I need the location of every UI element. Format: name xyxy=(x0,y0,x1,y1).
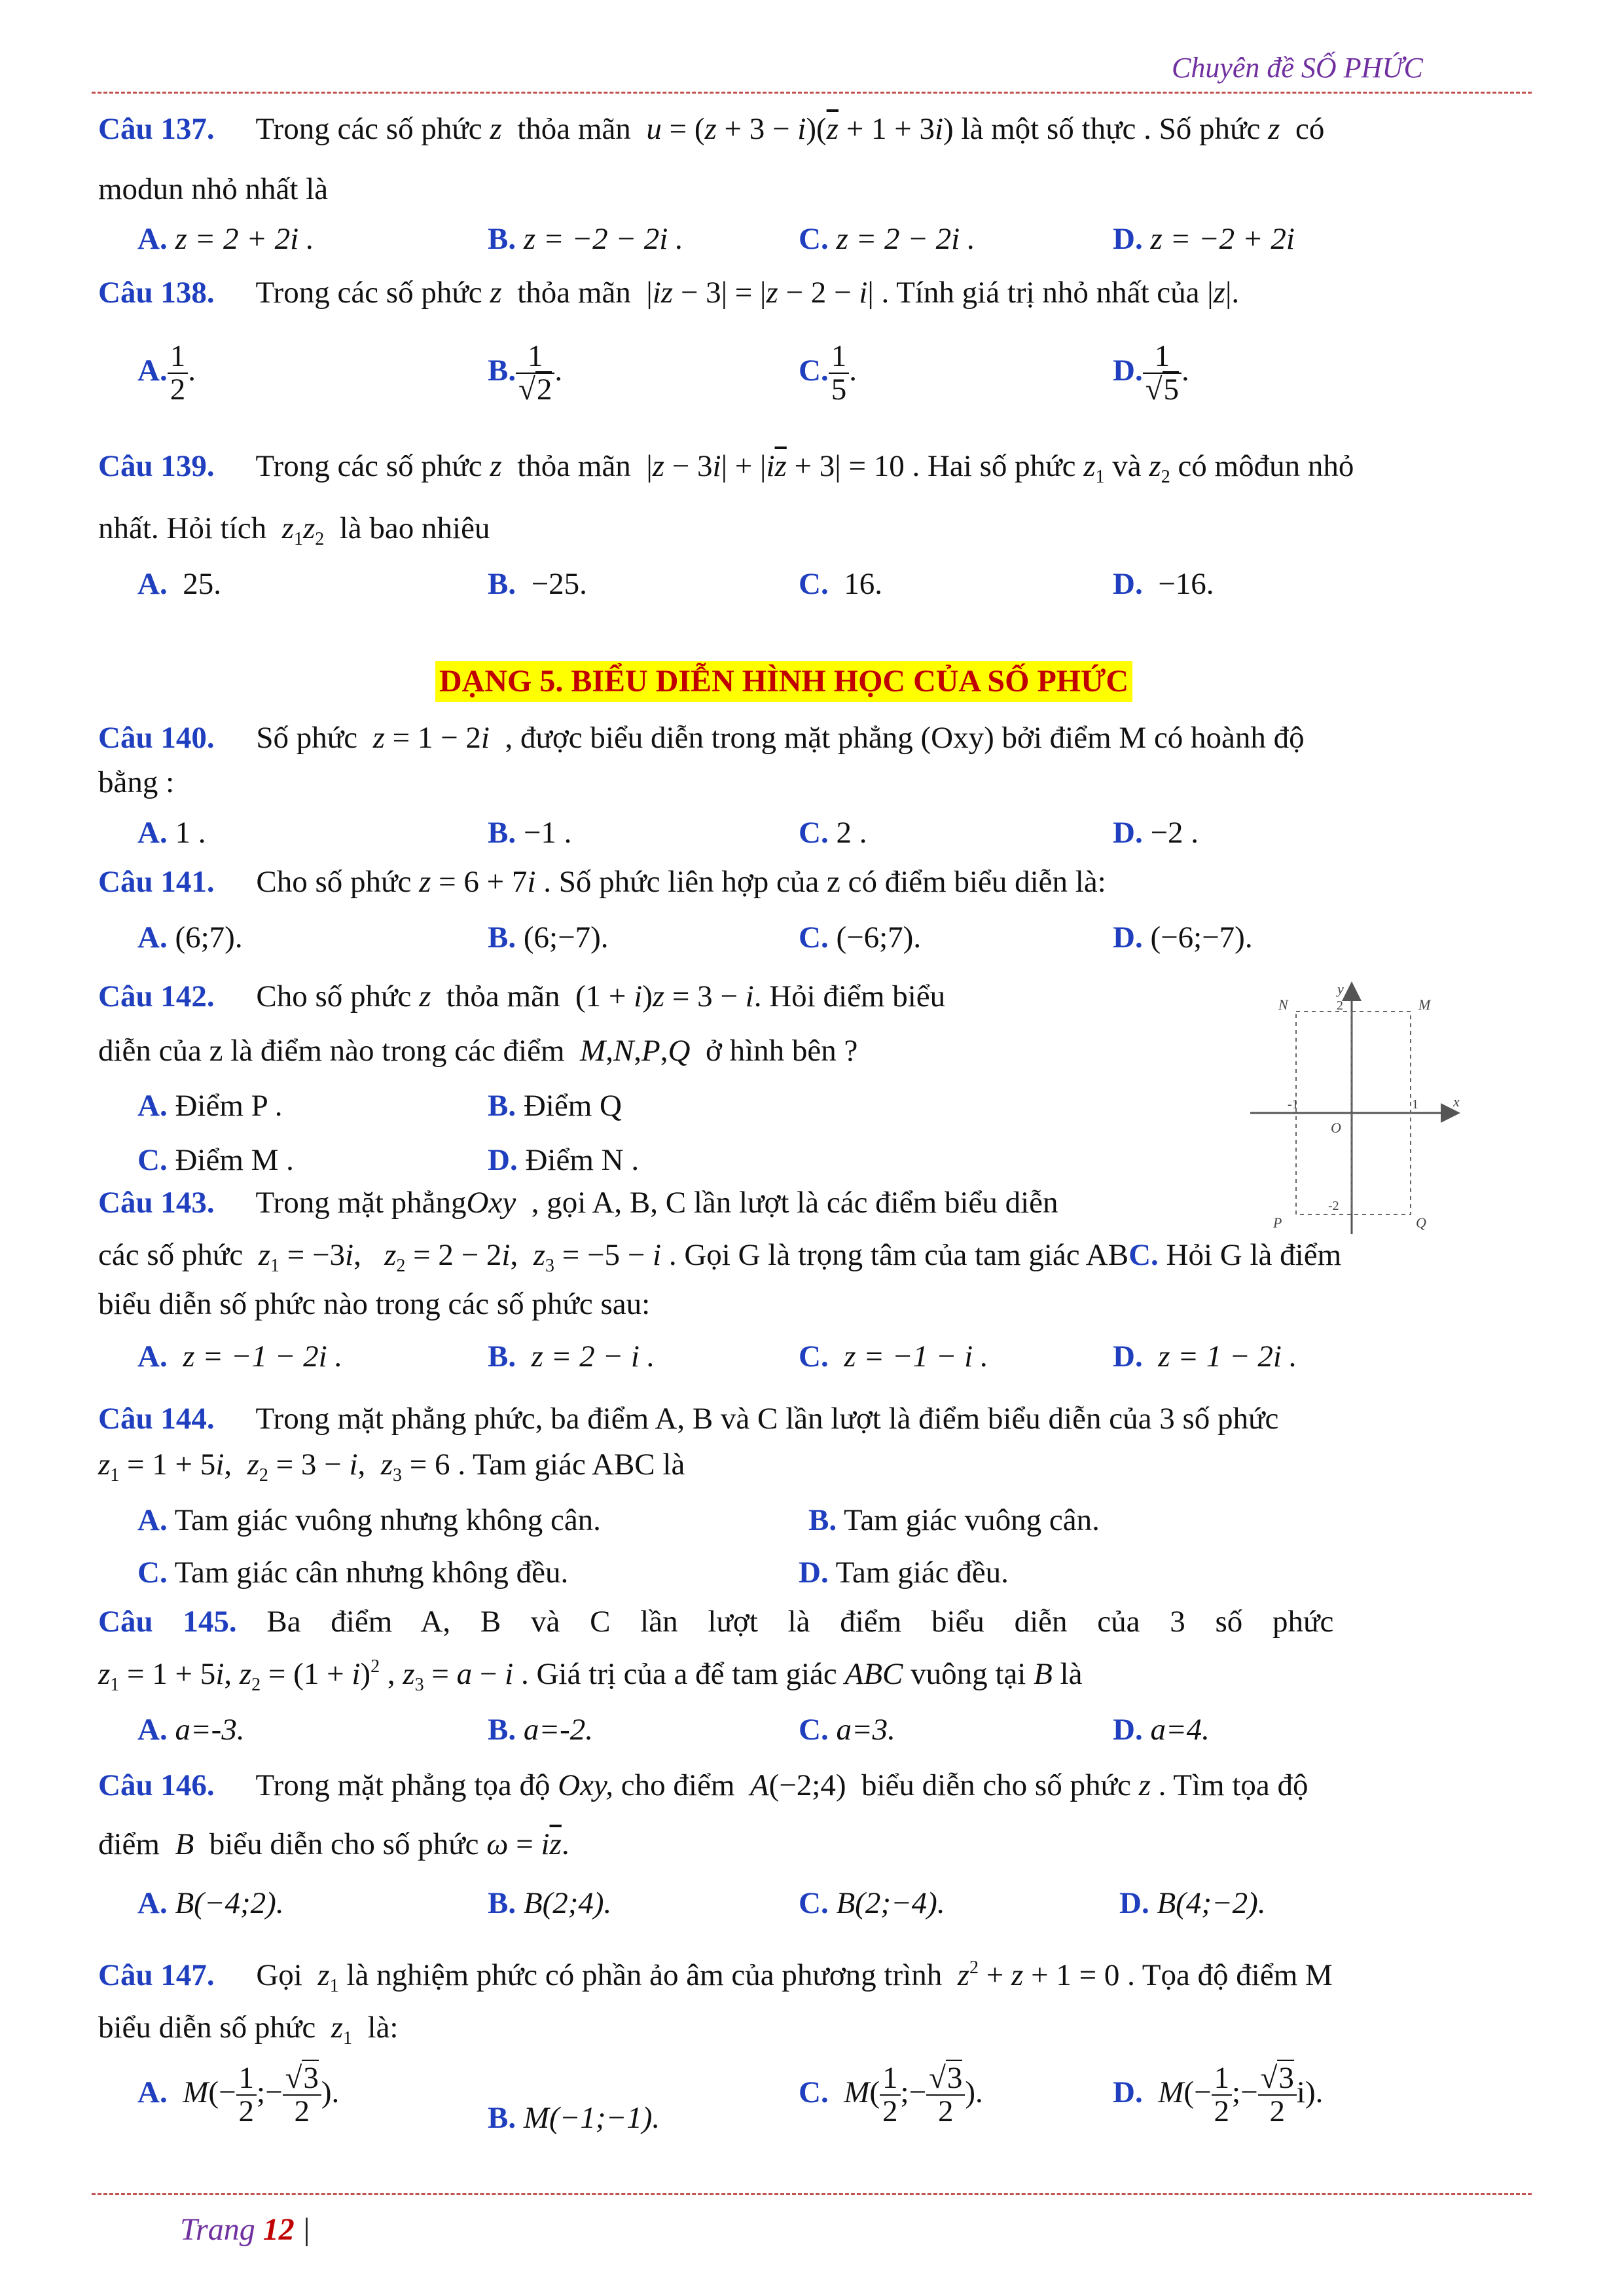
tick-2: 2 xyxy=(1337,998,1343,1013)
question-146: Câu 146. Trong mặt phẳng tọa độ Oxy, cho điểm A(−2;4) biểu diễn cho số phức z . Tìm tọa độ xyxy=(98,1768,1308,1802)
question-142: Câu 142. Cho số phức z thỏa mãn (1 + i)z = 3 − i. Hỏi điểm biểu xyxy=(98,979,946,1013)
label-M: M xyxy=(1418,996,1431,1013)
question-138: Câu 138. Trong các số phức z thỏa mãn |iz − 3| = |z − 2 − i| . Tính giá trị nhỏ nhất của |z|. xyxy=(98,276,1240,310)
question-139: Câu 139. Trong các số phức z thỏa mãn $|z - 3i| + |i\overline{z} + 3| = 10$ . Hai số phức $z_1$ và $z_2$ có môđun nhỏ xyxy=(98,449,1354,487)
question-label: Câu 137. xyxy=(98,112,215,146)
label-P: P xyxy=(1273,1214,1282,1231)
question-143-line2: các số phức $z_1 = -3i$, $z_2 = 2 - 2i$, $z_3 = -5 - i$ . Gọi G là trọng tâm của tam giác ABC. Hỏi G là điểm xyxy=(98,1238,1342,1276)
question-145-line2: $z_1 = 1 + 5i$, $z_2 = (1 + i)^2$ , $z_3 = a - i$ . Giá trị của a để tam giác ABC vuông tại B là xyxy=(98,1656,1083,1695)
header-rule xyxy=(92,92,1532,94)
footer-rule xyxy=(92,2193,1532,2195)
question-145: Câu 145. Ba điểm A, B và C lần lượt là điểm biểu diễn của 3 số phức xyxy=(98,1605,1334,1639)
tick-1: 1 xyxy=(1412,1097,1418,1112)
page-header-title: Chuyên đề SỐ PHỨC xyxy=(1172,52,1423,84)
question-140-line2: bằng : xyxy=(98,765,175,799)
question-144: Câu 144. Trong mặt phẳng phức, ba điểm A, B và C lần lượt là điểm biểu diễn của 3 số phức xyxy=(98,1402,1279,1436)
label-y: y xyxy=(1337,981,1344,997)
question-147: Câu 147. Gọi $z_1$ là nghiệm phức có phần ảo âm của phương trình $z^2 + z + 1 = 0$ . Tọa độ điểm M xyxy=(98,1958,1333,1996)
section-heading: DẠNG 5. BIỂU DIỄN HÌNH HỌC CỦA SỐ PHỨC xyxy=(435,661,1132,702)
question-143: Câu 143. Trong mặt phẳngOxy , gọi A, B, C lần lượt là các điểm biểu diễn xyxy=(98,1186,1058,1220)
question-139-line2: nhất. Hỏi tích $z_1z_2$ là bao nhiêu xyxy=(98,511,490,549)
question-140: Câu 140. Số phức z = 1 − 2i , được biểu diễn trong mặt phẳng (Oxy) bởi điểm M có hoành độ xyxy=(98,721,1305,755)
question-146-line2: điểm B biểu diễn cho số phức $\omega = i\overline{z}$. xyxy=(98,1827,569,1861)
question-137-line2: modun nhỏ nhất là xyxy=(98,172,329,206)
label-Q: Q xyxy=(1416,1214,1426,1231)
question-137: Câu 137. Trong các số phức z thỏa mãn $u = (z + 3 - i)(\overline{z} + 1 + 3i)$ là một số thực . Số phức z có xyxy=(98,112,1325,146)
question-142-line2: diễn của z là điểm nào trong các điểm M,N,P,Q ở hình bên ? xyxy=(98,1034,858,1068)
question-147-line2: biểu diễn số phức $z_1$ là: xyxy=(98,2011,399,2049)
coordinate-figure xyxy=(1247,975,1483,1237)
tick-neg1: -1 xyxy=(1288,1097,1299,1112)
label-x: x xyxy=(1453,1093,1460,1110)
question-143-line3: biểu diễn số phức nào trong các số phức sau: xyxy=(98,1287,651,1321)
question-144-line2: $z_1 = 1 + 5i$, $z_2 = 3 - i$, $z_3 = 6$ . Tam giác ABC là xyxy=(98,1448,685,1485)
question-141: Câu 141. Cho số phức z = 6 + 7i . Số phức liên hợp của z có điểm biểu diễn là: xyxy=(98,865,1106,899)
page-footer: Trang 12 | xyxy=(180,2212,310,2247)
tick-neg2: -2 xyxy=(1328,1199,1339,1213)
label-N: N xyxy=(1278,996,1288,1013)
label-origin: O xyxy=(1331,1120,1341,1136)
